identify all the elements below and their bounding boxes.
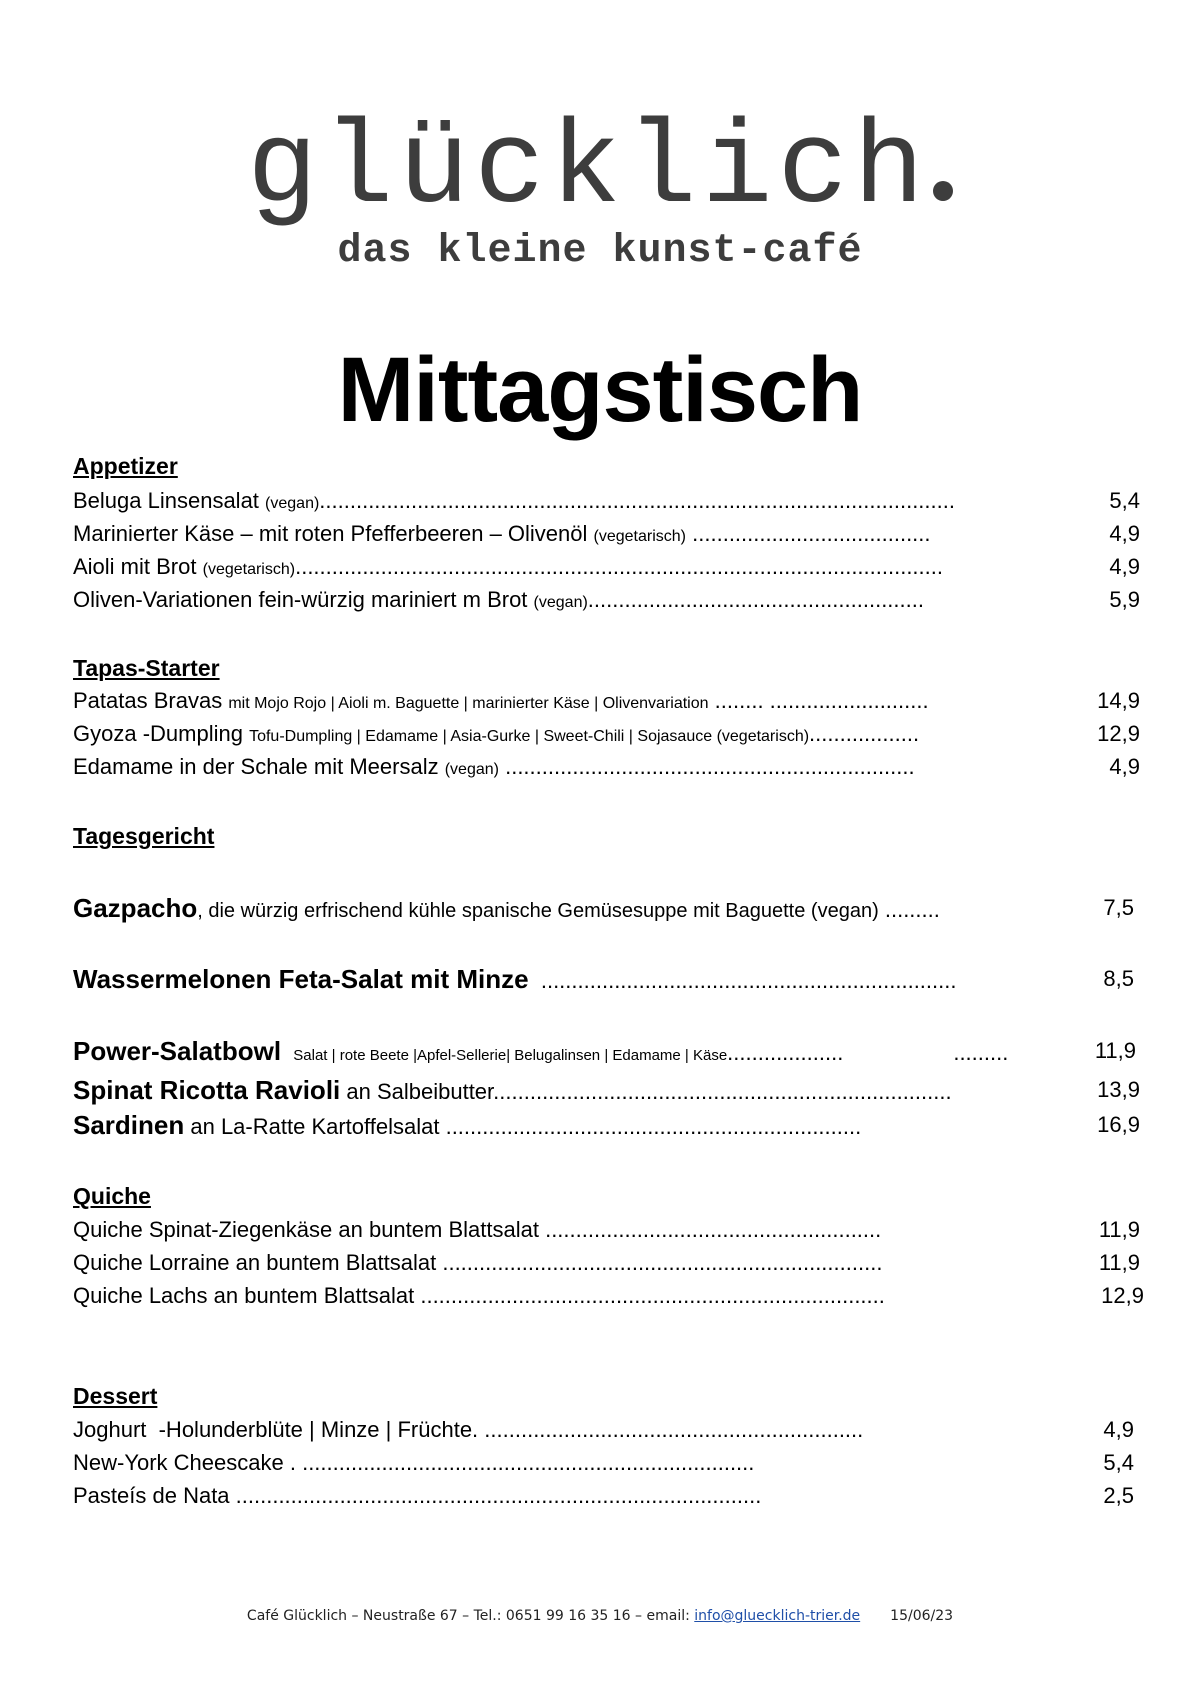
menu-item bbox=[73, 583, 1033, 617]
menu-item bbox=[73, 550, 1033, 584]
menu-item bbox=[73, 484, 1033, 518]
item-name: Spinat Ricotta Ravioli bbox=[73, 1075, 341, 1105]
item-note: Tofu-Dumpling | Edamame | Asia-Gurke | Sweet-Chili | Sojasauce (vegetarisch) bbox=[249, 728, 810, 745]
item-dots: ....................................................... bbox=[587, 587, 924, 612]
menu-item bbox=[73, 1032, 1033, 1070]
item-dots: ....................................................... bbox=[545, 1217, 882, 1242]
item-dots: ........................................................................ bbox=[442, 1250, 883, 1275]
logo-wordmark: glücklich bbox=[0, 112, 1200, 230]
page-title: Mittagstisch bbox=[337, 339, 863, 441]
email-link[interactable]: info@gluecklich-trier.de bbox=[694, 1608, 861, 1624]
item-dots: .......................................................................... bbox=[295, 1450, 755, 1475]
item-note: mit Mojo Rojo | Aioli m. Baguette | marinierter Käse | Olivenvariation bbox=[228, 695, 709, 712]
item-name: Joghurt -Holunderblüte | Minze | Früchte. bbox=[73, 1417, 479, 1442]
item-dots: .................................................................... bbox=[445, 1114, 862, 1139]
item-dots: ........ .......................... bbox=[714, 688, 929, 713]
menu-item bbox=[73, 1246, 1078, 1280]
item-dots: ................... ......... bbox=[727, 1040, 1009, 1065]
section-heading-dessert: Dessert bbox=[73, 1383, 158, 1409]
item-price: 7,5 bbox=[1103, 895, 1134, 920]
menu-item bbox=[73, 684, 1033, 718]
menu-item bbox=[73, 1446, 1033, 1480]
item-price: 12,9 bbox=[1097, 721, 1140, 746]
item-name: Wassermelonen Feta-Salat mit Minze bbox=[73, 964, 529, 994]
item-dots: ......... bbox=[884, 897, 940, 922]
item-note: (vegan) bbox=[265, 495, 320, 512]
section-heading-quiche: Quiche bbox=[73, 1183, 151, 1209]
item-price: 5,4 bbox=[1109, 488, 1140, 513]
item-dots: ....................................... bbox=[692, 521, 931, 546]
item-price: 13,9 bbox=[1097, 1077, 1140, 1102]
item-description: an La-Ratte Kartoffelsalat bbox=[184, 1114, 440, 1139]
item-name: Patatas Bravas bbox=[73, 688, 223, 713]
item-name: Quiche Lorraine an buntem Blattsalat bbox=[73, 1250, 437, 1275]
menu-item bbox=[73, 1213, 1078, 1247]
item-price: 14,9 bbox=[1097, 688, 1140, 713]
item-price: 4,9 bbox=[1109, 754, 1140, 779]
logo-tagline: das kleine kunst-café bbox=[337, 229, 863, 274]
item-price: 11,9 bbox=[1098, 1250, 1140, 1275]
item-price: 11,9 bbox=[1094, 1038, 1136, 1063]
menu-item bbox=[73, 1106, 1033, 1144]
item-name: Power-Salatbowl bbox=[73, 1036, 282, 1066]
item-dots: ................................................................... bbox=[505, 754, 915, 779]
item-price: 16,9 bbox=[1097, 1112, 1140, 1137]
item-dots: ............................................................................ bbox=[420, 1283, 885, 1308]
item-note: (vegetarisch) bbox=[202, 561, 296, 578]
item-price: 12,9 bbox=[1101, 1283, 1144, 1308]
item-dots: ........................................................................... bbox=[493, 1079, 952, 1104]
item-note: (vegetarisch) bbox=[593, 528, 687, 545]
item-dots: .............................................................. bbox=[478, 1417, 864, 1442]
section-heading-appetizer: Appetizer bbox=[73, 453, 178, 479]
item-description: an Salbeibutter bbox=[340, 1079, 494, 1104]
item-note: (vegan) bbox=[533, 594, 588, 611]
menu-item bbox=[73, 889, 1033, 927]
item-price: 4,9 bbox=[1109, 554, 1140, 579]
menu-item bbox=[73, 1071, 1033, 1109]
item-name: Gazpacho bbox=[73, 893, 198, 923]
item-name: Oliven-Variationen fein-würzig mariniert m Brot bbox=[73, 587, 528, 612]
menu-item bbox=[73, 717, 1033, 751]
menu-item bbox=[73, 1279, 1073, 1313]
item-name: Pasteís de Nata bbox=[73, 1483, 230, 1508]
footer-date: 15/06/23 bbox=[890, 1608, 954, 1624]
item-name: New-York Cheescake . bbox=[73, 1450, 296, 1475]
menu-item bbox=[73, 960, 1033, 998]
item-dots: .................. bbox=[809, 721, 920, 746]
item-price: 4,9 bbox=[1103, 1417, 1134, 1442]
item-price: 8,5 bbox=[1103, 966, 1134, 991]
item-name: Aioli mit Brot bbox=[73, 554, 197, 579]
item-description: , die würzig erfrischend kühle spanische Gemüsesuppe mit Baguette (vegan) bbox=[197, 900, 879, 922]
menu-item bbox=[73, 1413, 1033, 1447]
item-price: 2,5 bbox=[1103, 1483, 1134, 1508]
item-name: Edamame in der Schale mit Meersalz bbox=[73, 754, 439, 779]
item-dots: ........................................................................................................ bbox=[319, 488, 955, 513]
menu-item bbox=[73, 1479, 1033, 1513]
item-dots: ...................................................................................... bbox=[229, 1483, 762, 1508]
menu-item bbox=[73, 517, 1033, 551]
item-price: 4,9 bbox=[1109, 521, 1140, 546]
item-note: Salat | rote Beete |Apfel-Sellerie| Belugalinsen | Edamame | Käse bbox=[293, 1047, 728, 1064]
footer bbox=[0, 1608, 1200, 1624]
item-name: Gyoza -Dumpling bbox=[73, 721, 243, 746]
item-name: Marinierter Käse – mit roten Pfefferbeeren – Olivenöl bbox=[73, 521, 588, 546]
item-price: 5,9 bbox=[1109, 587, 1140, 612]
section-heading-tagesgericht: Tagesgericht bbox=[73, 823, 215, 849]
menu-item bbox=[73, 750, 1018, 784]
item-name: Beluga Linsensalat bbox=[73, 488, 259, 513]
item-price: 5,4 bbox=[1103, 1450, 1134, 1475]
item-name: Sardinen bbox=[73, 1110, 185, 1140]
section-heading-tapas: Tapas-Starter bbox=[73, 655, 220, 681]
footer-contact: Café Glücklich – Neustraße 67 – Tel.: 0651 99 16 35 16 – email: bbox=[246, 1608, 695, 1624]
item-price: 11,9 bbox=[1098, 1217, 1140, 1242]
item-name: Quiche Lachs an buntem Blattsalat bbox=[73, 1283, 415, 1308]
item-dots: .......................................................................................................... bbox=[295, 554, 943, 579]
item-dots: .................................................................... bbox=[540, 968, 957, 993]
item-name: Quiche Spinat-Ziegenkäse an buntem Blattsalat bbox=[73, 1217, 539, 1242]
item-note: (vegan) bbox=[444, 761, 499, 778]
